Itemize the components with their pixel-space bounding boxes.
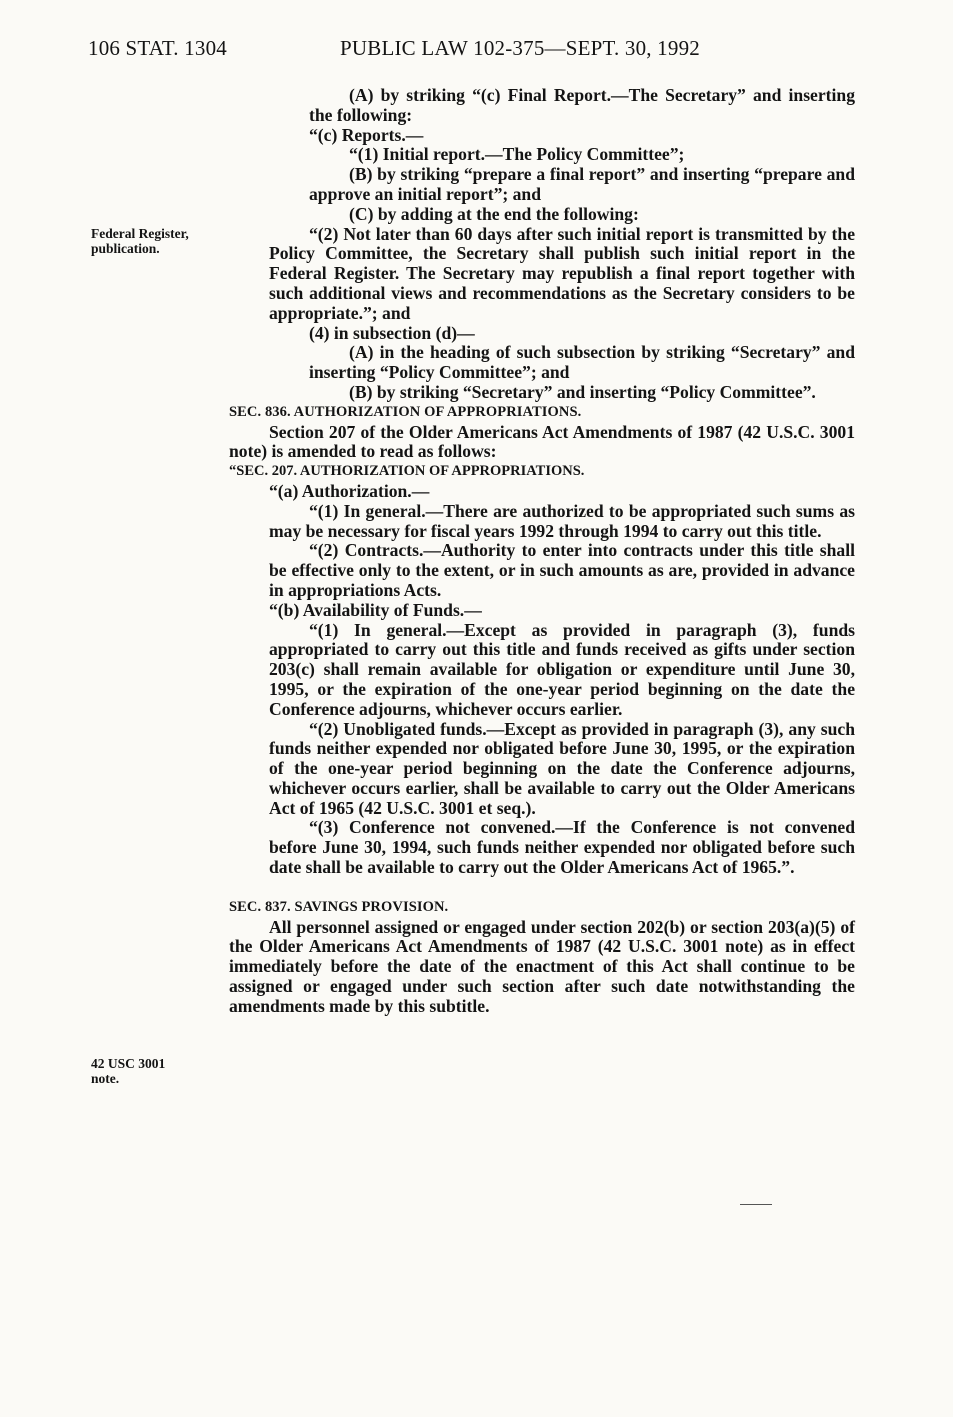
subsection-b-heading: “(b) Availability of Funds.— <box>269 599 482 620</box>
paragraph-b-prepare: (B) by striking “prepare a final report” and inserting “prepare and approve an initial report”; and <box>309 164 855 204</box>
paragraph-b-strike-secretary: (B) by striking “Secretary” and inserting “Policy Committee”. <box>349 381 816 402</box>
section-836-heading: SEC. 836. AUTHORIZATION OF APPROPRIATIONS. <box>229 403 582 420</box>
stat-page-number: 106 STAT. 1304 <box>88 36 227 60</box>
paragraph-b3-not-convened: “(3) Conference not convened.—If the Conference is not convened before June 30, 1994, such funds neither expended nor obligated before such date shall be available to carry out the Older Americans Act of 1965.”. <box>269 817 855 878</box>
end-of-page-rule <box>740 1204 772 1205</box>
margin-note-usc: 42 USC 3001 note. <box>91 1056 166 1086</box>
document-body <box>229 86 855 1017</box>
section-837-text: All personnel assigned or engaged under section 202(b) or section 203(a)(5) of the Older Americans Act Amendments of 1987 (42 U.S.C. 3001 note) as in effect immediately before the date of the enactment of this Act shall continue to be assigned or engaged under such section after such date notwithstanding the amendments made by this subtitle. <box>229 916 855 1016</box>
margin-note-federal-register: Federal Register, publication. <box>91 226 189 256</box>
paragraph-a-strike-final-report: (A) by striking “(c) Final Report.—The Secretary” and inserting the following: <box>309 85 855 125</box>
paragraph-1-initial-report: “(1) Initial report.—The Policy Committee”; <box>349 144 685 165</box>
public-law-citation: PUBLIC LAW 102-375—SEPT. 30, 1992 <box>340 36 700 60</box>
subsection-a-heading: “(a) Authorization.— <box>269 480 430 501</box>
paragraph-a-heading-strike: (A) in the heading of such subsection by striking “Secretary” and inserting “Policy Committee”; and <box>309 342 855 383</box>
section-836-text: Section 207 of the Older Americans Act Amendments of 1987 (42 U.S.C. 3001 note) is amended to read as follows: <box>229 421 855 462</box>
section-837-heading: SEC. 837. SAVINGS PROVISION. <box>229 898 449 915</box>
paragraph-b2-unobligated: “(2) Unobligated funds.—Except as provided in paragraph (3), any such funds neither expended nor obligated before June 30, 1995, or the expiration of the one-year period beginning on the date the Conference adjourns, whichever occurs earlier, shall be available to carry out the Older Americans Act of 1965 (42 U.S.C. 3001 et seq.). <box>269 718 855 818</box>
paragraph-4-subsection-d: (4) in subsection (d)— <box>309 322 475 343</box>
paragraph-b1-in-general: “(1) In general.—Except as provided in paragraph (3), funds appropriated to carry out this title and funds received as gifts under section 203(c) shall remain available for obligation or expenditure until June 30, 1995, or the expiration of the one-year period beginning on the date the Conference adjourns, whichever occurs earlier. <box>269 619 855 719</box>
paragraph-c-add-end: (C) by adding at the end the following: <box>349 203 639 224</box>
paragraph-a1-in-general: “(1) In general.—There are authorized to be appropriated such sums as may be necessary for fiscal years 1992 through 1994 to carry out this title. <box>269 500 855 541</box>
paragraph-2-publication: “(2) Not later than 60 days after such initial report is transmitted by the Policy Committee, the Secretary shall publish such initial report in the Federal Register. The Secretary may republish a final report together with such additional views and recommendations as the Secretary considers to be appropriate.”; and <box>269 223 855 323</box>
paragraph-c-reports: “(c) Reports.— <box>309 124 424 145</box>
paragraph-a2-contracts: “(2) Contracts.—Authority to enter into contracts under this title shall be effective only to the extent, or in such amounts as are, provided in advance in appropriations Acts. <box>269 540 855 600</box>
section-207-heading: “SEC. 207. AUTHORIZATION OF APPROPRIATIONS. <box>229 463 585 480</box>
